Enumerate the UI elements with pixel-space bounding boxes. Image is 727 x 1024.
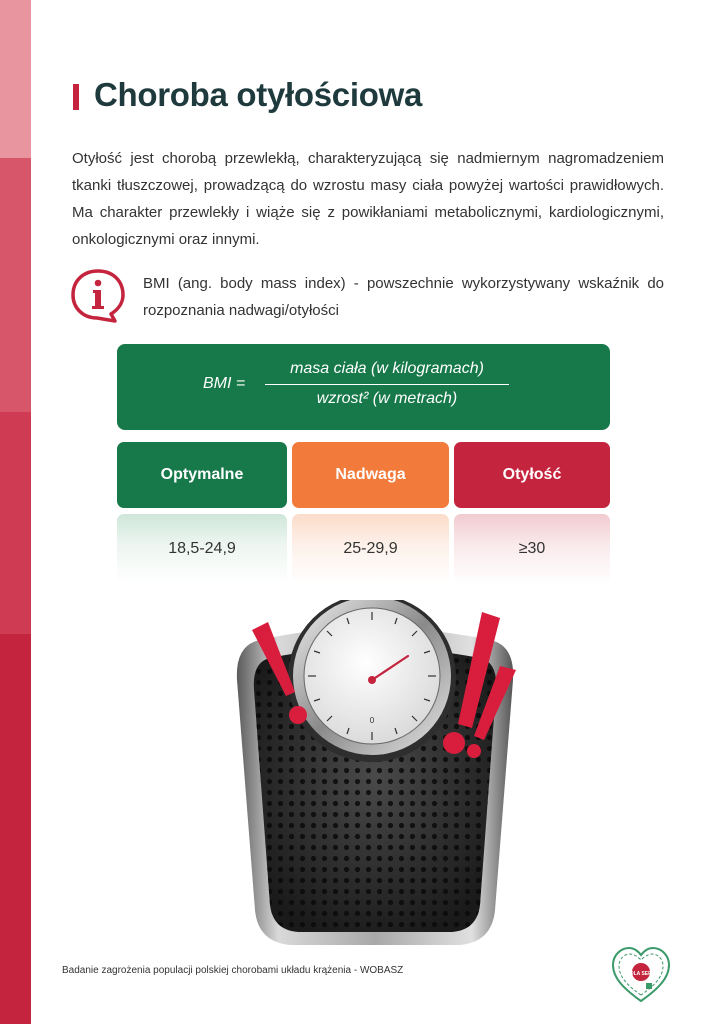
- formula-numerator: masa ciała (w kilogramach): [290, 360, 484, 377]
- formula-denominator: wzrost² (w metrach): [316, 390, 458, 407]
- intro-paragraph: Otyłość jest chorobą przewlekłą, charakteryzującą się nadmiernym nagromadzeniem tkanki tłuszczowej, prowadzącą do wzrostu masy ciała powyżej wartości prawidłowych. Ma charakter przewlekły i wiąże się z powikłaniami metabolicznymi, kardiologicznymi, onkologicznymi oraz innymi.: [72, 150, 664, 248]
- logo-text: 16 DLA SERCA: [623, 971, 659, 977]
- category-overweight: Nadwaga: [292, 442, 449, 508]
- range-optimal: 18,5-24,9: [117, 514, 287, 584]
- range-obesity: ≥30: [454, 514, 610, 584]
- category-obesity: Otyłość: [454, 442, 610, 508]
- bathroom-scale-illustration: [220, 600, 530, 950]
- bmi-info-text: BMI (ang. body mass index) - powszechnie wykorzystywany wskaźnik do rozpoznania nadwagi/otyłości: [143, 275, 664, 319]
- info-icon: [70, 268, 126, 324]
- title-accent-bar: [73, 84, 79, 110]
- dial-zero-label: 0: [369, 716, 375, 725]
- range-overweight: 25-29,9: [292, 514, 449, 584]
- page-title: Choroba otyłościowa: [94, 76, 423, 113]
- footer-source: Badanie zagrożenia populacji polskiej chorobami układu krążenia - WOBASZ: [62, 965, 404, 976]
- heart-logo: [610, 945, 672, 1005]
- bmi-formula-box: [117, 344, 610, 430]
- formula-lhs: BMI =: [203, 375, 246, 392]
- fraction-line: [265, 384, 509, 385]
- side-color-band: [0, 0, 31, 1024]
- category-optimal: Optymalne: [117, 442, 287, 508]
